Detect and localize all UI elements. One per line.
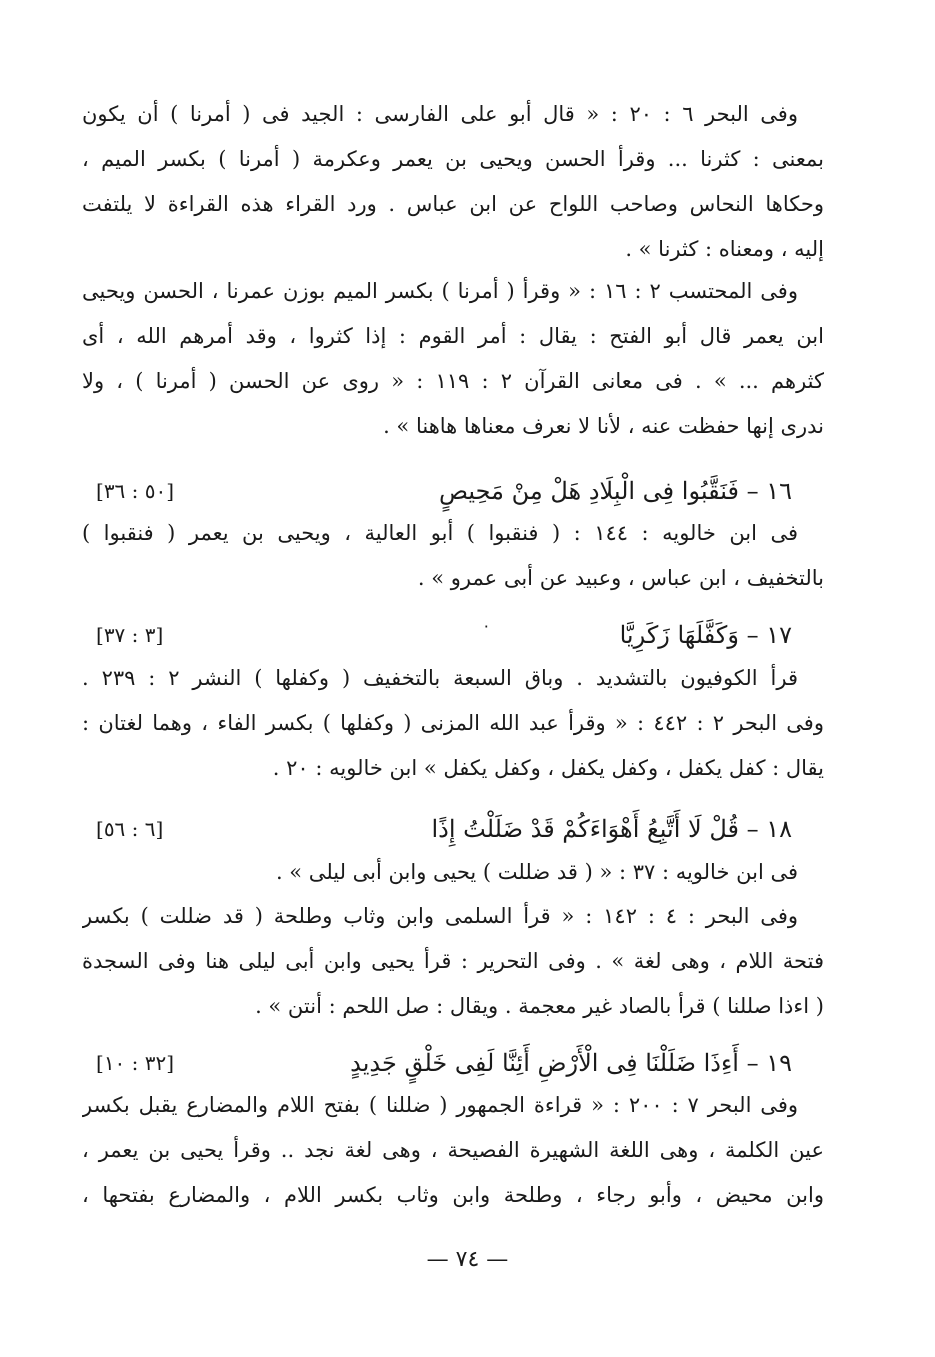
text-line: وفى البحر ٦ : ٢٠ : « قال أبو على الفارسى : الجيد فى ( أمرنا ) أن يكون xyxy=(82,102,798,126)
paragraph-muhtasab xyxy=(82,269,824,449)
verse-reference: [٣ : ٣٧] xyxy=(96,623,164,647)
paragraph-bahr-jumhur xyxy=(82,1083,824,1218)
verse-19 xyxy=(96,1040,792,1086)
text-line: يقال : كفل يكفل ، وكفل يكفل ، وكفل يكفل » ابن خالويه : ٢٠ . xyxy=(272,756,824,780)
verse-17 xyxy=(96,612,792,658)
text-line: ( اءذا صللنا ) قرأ بالصاد غير معجمة . ويقال : صل اللحم : أنتن » . xyxy=(255,994,824,1018)
stray-mark: ٠ xyxy=(482,616,491,635)
text-line: وفى المحتسب ٢ : ١٦ : « وقرأ ( أمرنا ) بكسر الميم بوزن عمرنا ، الحسن ويحيى xyxy=(82,279,798,303)
verse-16 xyxy=(96,468,792,514)
paragraph-ibn-khalawayh-2 xyxy=(82,850,824,895)
text-line: إليه ، ومعناه : كثرنا » . xyxy=(625,237,824,261)
page-number: — ٧٤ — xyxy=(426,1247,509,1272)
verse-text: ١٨ – قُلْ لَا أَتَّبِعُ أَهْوَاءَكُمْ قَدْ ضَلَلْتُ إِذًا xyxy=(431,815,792,843)
verse-text: ١٧ – وَكَفَّلَهَا زَكَرِيَّا xyxy=(619,621,792,649)
paragraph-bahr-amarna xyxy=(82,92,824,272)
text-line: وفى البحر ٧ : ٢٠٠ : « قراءة الجمهور ( ضللنا ) بفتح اللام والمضارع يقبل بكسر xyxy=(82,1093,798,1117)
text-line: بالتخفيف ، ابن عباس ، وعبيد عن أبى عمرو » . xyxy=(417,566,824,590)
text-line: بمعنى : كثرنا ... وقرأ الحسن ويحيى بن يعمر وعكرمة ( أمرنا ) بكسر الميم ، xyxy=(82,147,824,171)
verse-text: ١٦ – فَنَقَّبُوا فِى الْبِلَادِ هَلْ مِنْ مَحِيصٍ xyxy=(438,477,792,505)
verse-18 xyxy=(96,806,792,852)
text-line: فتحة اللام ، وهى لغة » . وفى التحرير : قرأ يحيى وابن أبى ليلى هنا وفى السجدة xyxy=(82,949,824,973)
verse-text: ١٩ – أَءِذَا ضَلَلْنَا فِى الْأَرْضِ أَئِنَّا لَفِى خَلْقٍ جَدِيدٍ xyxy=(350,1049,792,1077)
text-line: عين الكلمة ، وهى اللغة الشهيرة الفصيحة ، وهى لغة نجد .. وقرأ يحيى بن يعمر ، xyxy=(82,1138,824,1162)
text-line: فى ابن خالويه : ٣٧ : « ( قد ضللت ) يحيى وابن أبى ليلى » . xyxy=(275,860,798,884)
text-line: فى ابن خالويه : ١٤٤ : ( فنقبوا ) أبو العالية ، ويحيى بن يعمر ( فنقبوا ) xyxy=(82,521,799,545)
paragraph-ibn-khalawayh-1 xyxy=(82,511,824,601)
text-line: ندرى إنها حفظت عنه ، لأنا لا نعرف معناها هاهنا » . xyxy=(383,414,824,438)
text-line: وابن محيض ، وأبو رجاء ، وطلحة وابن وثاب بكسر اللام ، والمضارع بفتحها ، xyxy=(82,1183,824,1207)
verse-reference: [٣٢ : ١٠] xyxy=(96,1051,175,1075)
text-line: وفى البحر : ٤ : ١٤٢ : « قرأ السلمى وابن وثاب وطلحة ( قد ضللت ) بكسر xyxy=(82,904,798,928)
paragraph-kufiyun xyxy=(82,656,824,791)
verse-reference: [٥٠ : ٣٦] xyxy=(96,479,175,503)
verse-reference: [٦ : ٥٦] xyxy=(96,817,164,841)
paragraph-bahr-dalalna xyxy=(82,894,824,1029)
text-line: وفى البحر ٢ : ٤٤٢ : « وقرأ عبد الله المزنى ( وكفلها ) بكسر الفاء ، وهما لغتان : xyxy=(82,711,824,735)
text-line: كثرهم ... » . فى معانى القرآن ٢ : ١١٩ : « روى عن الحسن ( أمرنا ) ، ولا xyxy=(82,369,824,393)
text-line: وحكاها النحاس وصاحب اللواح عن ابن عباس . ورد القراء هذه القراءة لا يلتفت xyxy=(82,192,824,216)
text-line: ابن يعمر قال أبو الفتح : يقال : أمر القوم : إذا كثروا ، وقد أمرهم الله ، أى xyxy=(82,324,824,348)
text-line: قرأ الكوفيون بالتشديد . وباق السبعة بالتخفيف ( وكفلها ) النشر ٢ : ٢٣٩ . xyxy=(82,666,798,690)
